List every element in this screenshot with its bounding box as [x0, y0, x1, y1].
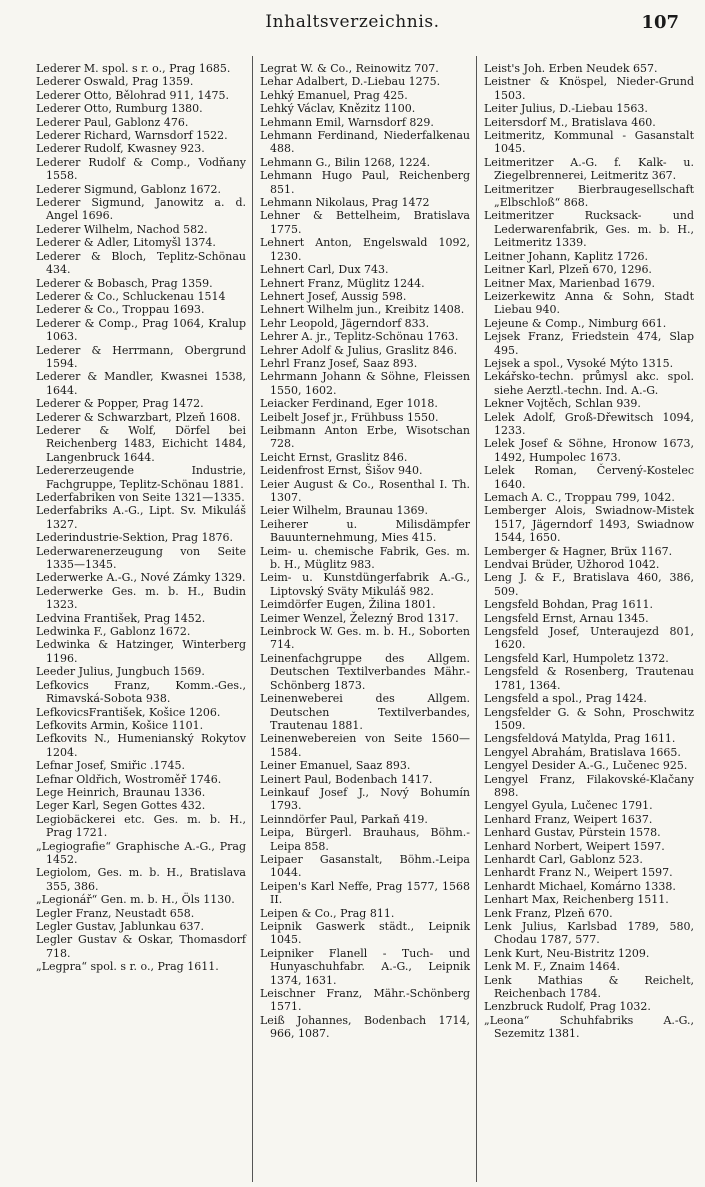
- index-entry: Lederer & Co., Troppau 1693.: [36, 303, 205, 317]
- index-entry: Lengsfeld Josef, Unteraujezd 801, 1620.: [484, 625, 694, 652]
- index-entry: Lelek Roman, Červený-Kostelec 1640.: [484, 464, 694, 491]
- index-entry: Lehrer Adolf & Julius, Graslitz 846.: [260, 343, 458, 357]
- index-entry: Lengyel Franz, Filakovské-Klačany 898.: [484, 772, 694, 799]
- index-entry: Ledererzeugende Industrie, Fachgruppe, Teplitz-Schönau 1881.: [36, 464, 246, 491]
- index-entry: Lefkovits N., Humenianský Rokytov 1204.: [36, 732, 246, 759]
- index-entry: Lederindustrie-Sektion, Prag 1876.: [36, 531, 234, 545]
- index-entry: Lelek Josef & Söhne, Hronow 1673, 1492, Humpolec 1673.: [484, 437, 694, 464]
- index-entry: Leiacker Ferdinand, Eger 1018.: [260, 397, 438, 411]
- index-entry: Legler Gustav, Jablunkau 637.: [36, 920, 205, 933]
- index-entry: „Leona“ Schuhfabriks A.-G., Sezemitz 1381.: [484, 1013, 694, 1041]
- index-entry: Lenzbruck Rudolf, Prag 1032.: [484, 1000, 651, 1014]
- index-entry: Lederer Wilhelm, Nachod 582.: [36, 222, 208, 236]
- index-entry: Lederfabriks A.-G., Lipt. Sv. Mikuláš 1327.: [36, 504, 246, 531]
- index-entry: Lederer & Popper, Prag 1472.: [36, 397, 204, 411]
- index-entry: Lederer Otto, Bělohrad 911, 1475.: [36, 88, 230, 102]
- index-entry: Lehrer A. jr., Teplitz-Schönau 1763.: [260, 330, 459, 344]
- index-entry: Lederer & Comp., Prag 1064, Kralup 1063.: [36, 316, 246, 344]
- index-entry: Lehnert Anton, Engelswald 1092, 1230.: [260, 236, 470, 263]
- index-entry: Lengsfeldová Matylda, Prag 1611.: [484, 732, 676, 746]
- index-entry: Ledwinka F., Gablonz 1672.: [36, 625, 191, 639]
- index-entry: Lenhardt Franz N., Weipert 1597.: [484, 866, 673, 880]
- index-column-1: [36, 62, 246, 1182]
- index-entry: Leitner Johann, Kaplitz 1726.: [484, 249, 648, 263]
- index-entry: Lege Heinrich, Braunau 1336.: [36, 785, 206, 799]
- index-entry: Leinenweberei des Allgem. Deutschen Textilverbandes, Trautenau 1881.: [260, 692, 470, 732]
- index-entry: Lengyel Gyula, Lučenec 1791.: [484, 799, 653, 813]
- page-number: 107: [641, 12, 679, 33]
- index-entry: Leimdörfer Eugen, Žilina 1801.: [260, 598, 436, 612]
- index-entry: Leger Karl, Segen Gottes 432.: [36, 799, 206, 813]
- index-entry: Lenk Mathias & Reichelt, Reichenbach 1784.: [484, 973, 694, 1001]
- index-entry: Legiobäckerei etc. Ges. m. b. H., Prag 1721.: [36, 812, 246, 840]
- index-entry: Lehr Leopold, Jägerndorf 833.: [260, 316, 430, 330]
- index-entry: Ledwinka & Hatzinger, Winterberg 1196.: [36, 638, 246, 665]
- index-entry: Legrat W. & Co., Reinowitz 707.: [260, 62, 439, 75]
- index-entry: Leiner Emanuel, Saaz 893.: [260, 759, 411, 773]
- index-entry: Lederwarenerzeugung von Seite 1335—1345.: [36, 544, 246, 572]
- index-entry: Lederer & Wolf, Dörfel bei Reichenberg 1483, Eichicht 1484, Langenbruck 1644.: [36, 423, 246, 464]
- index-entry: Lendvai Brüder, Užhorod 1042.: [484, 558, 660, 572]
- index-entry: Lederer & Schwarzbart, Plzeň 1608.: [36, 410, 241, 424]
- page-title: Inhaltsverzeichnis.: [265, 12, 440, 32]
- index-entry: Lederer & Adler, Litomyšl 1374.: [36, 236, 216, 250]
- index-entry: Lengyel Abrahám, Bratislava 1665.: [484, 745, 681, 759]
- index-entry: Lederer Oswald, Prag 1359.: [36, 75, 194, 89]
- index-entry: Lejeune & Comp., Nimburg 661.: [484, 316, 667, 330]
- index-entry: Lehrl Franz Josef, Saaz 893.: [260, 356, 418, 370]
- index-entry: Leinbrock W. Ges. m. b. H., Soborten 714.: [260, 625, 470, 652]
- index-entry: Legler Franz, Neustadt 658.: [36, 906, 195, 920]
- index-entry: Lehmann Emil, Warnsdorf 829.: [260, 115, 434, 129]
- index-entry: Leiherer u. Milisdämpfer Bauunternehmung, Mies 415.: [260, 517, 470, 545]
- index-entry: Lederer & Bloch, Teplitz-Schönau 434.: [36, 249, 246, 277]
- index-entry: Leicht Ernst, Graslitz 846.: [260, 450, 408, 464]
- index-entry: Lenk M. F., Znaim 1464.: [484, 960, 620, 974]
- index-entry: Lejsek a spol., Vysoké Mýto 1315.: [484, 356, 674, 370]
- index-entry: Lederer & Herrmann, Obergrund 1594.: [36, 343, 246, 370]
- index-entry: Lekářsko-techn. průmysl akc. spol. siehe Aerztl.-techn. Ind. A.-G.: [484, 370, 694, 397]
- index-entry: Lefnar Oldřich, Wostroměř 1746.: [36, 772, 222, 786]
- index-entry: Lehrmann Johann & Söhne, Fleissen 1550, 1602.: [260, 370, 470, 397]
- index-entry: Lehnert Franz, Müglitz 1244.: [260, 276, 425, 290]
- index-entry: Leinenwebereien von Seite 1560—1584.: [260, 732, 470, 759]
- index-entry: Lehar Adalbert, D.-Liebau 1275.: [260, 75, 441, 89]
- index-entry: Lehký Emanuel, Prag 425.: [260, 88, 408, 102]
- index-entry: Lederer M. spol. s r. o., Prag 1685.: [36, 62, 231, 75]
- index-entry: Lehmann G., Bilin 1268, 1224.: [260, 155, 431, 169]
- index-entry: Leischner Franz, Mähr.-Schönberg 1571.: [260, 987, 470, 1014]
- index-entry: „Legionář“ Gen. m. b. H., Öls 1130.: [36, 893, 235, 907]
- index-entry: Leitner Karl, Plzeň 670, 1296.: [484, 263, 652, 277]
- index-entry: Lenhard Norbert, Weipert 1597.: [484, 839, 665, 853]
- index-entry: Lehner & Bettelheim, Bratislava 1775.: [260, 209, 470, 236]
- index-entry: „Legpra“ spol. s r. o., Prag 1611.: [36, 960, 219, 974]
- index-entry: Lengsfelder G. & Sohn, Proschwitz 1509.: [484, 705, 694, 732]
- index-entry: Lederer & Mandler, Kwasnei 1538, 1644.: [36, 370, 246, 397]
- index-entry: Lenhardt Carl, Gablonz 523.: [484, 852, 643, 866]
- index-column-2: [260, 62, 470, 1182]
- index-entry: Lenhart Max, Reichenberg 1511.: [484, 893, 669, 907]
- index-entry: Lengsfeld a spol., Prag 1424.: [484, 692, 647, 706]
- index-entry: Lengsfeld Ernst, Arnau 1345.: [484, 611, 649, 625]
- index-entry: Lengsfeld & Rosenberg, Trautenau 1781, 1364.: [484, 665, 694, 692]
- index-entry: Leier Wilhelm, Braunau 1369.: [260, 504, 428, 518]
- index-entry: Lengsfeld Karl, Humpoletz 1372.: [484, 651, 669, 665]
- index-entry: Lehmann Hugo Paul, Reichenberg 851.: [260, 169, 470, 196]
- index-entry: Leiß Johannes, Bodenbach 1714, 966, 1087.: [260, 1013, 470, 1041]
- index-entry: LefkovicsFrantišek, Košice 1206.: [36, 705, 221, 719]
- index-entry: Lederfabriken von Seite 1321—1335.: [36, 491, 245, 504]
- index-entry: Leibelt Josef jr., Frühbuss 1550.: [260, 410, 439, 424]
- index-entry: Leipen & Co., Prag 811.: [260, 906, 395, 920]
- index-entry: Leitersdorf M., Bratislava 460.: [484, 115, 656, 129]
- index-entry: Lederer & Co., Schluckenau 1514: [36, 289, 226, 303]
- index-entry: Leimer Wenzel, Železný Brod 1317.: [260, 611, 459, 625]
- index-entry: Lengsfeld Bohdan, Prag 1611.: [484, 598, 653, 612]
- index-entry: Lenhardt Michael, Komárno 1338.: [484, 879, 676, 893]
- index-entry: Lenhard Gustav, Pürstein 1578.: [484, 826, 661, 840]
- index-entry: Leinkauf Josef J., Nový Bohumín 1793.: [260, 785, 470, 813]
- index-entry: Lefnar Josef, Smiřic .1745.: [36, 759, 186, 773]
- index-entry: Leim- u. Kunstdüngerfabrik A.-G., Liptovský Sväty Mikuláš 982.: [260, 571, 470, 598]
- index-entry: Leinndörfer Paul, Parkaň 419.: [260, 812, 428, 826]
- index-entry: Lenk Julius, Karlsbad 1789, 580, Chodau 1787, 577.: [484, 920, 694, 947]
- index-entry: Leitmeritzer Bierbraugesellschaft „Elbschloß“ 868.: [484, 182, 694, 210]
- index-entry: Lemberger & Hagner, Brüx 1167.: [484, 544, 673, 558]
- index-entry: Lederer Sigmund, Janowitz a. d. Angel 1696.: [36, 196, 246, 223]
- index-entry: Leipaer Gasanstalt, Böhm.-Leipa 1044.: [260, 852, 470, 880]
- index-entry: Leitmeritzer Rucksack- und Lederwarenfabrik, Ges. m. b. H., Leitmeritz 1339.: [484, 209, 694, 250]
- index-entry: Lehmann Ferdinand, Niederfalkenau 488.: [260, 129, 470, 156]
- index-entry: Lehnert Josef, Aussig 598.: [260, 289, 407, 303]
- index-entry: Lederwerke Ges. m. b. H., Budin 1323.: [36, 584, 246, 612]
- index-entry: Leistner & Knöspel, Nieder-Grund 1503.: [484, 75, 694, 102]
- index-entry: Leist's Joh. Erben Neudek 657.: [484, 62, 658, 75]
- index-entry: Lenk Franz, Plzeň 670.: [484, 906, 613, 920]
- index-entry: Leinert Paul, Bodenbach 1417.: [260, 772, 433, 786]
- index-columns: [36, 62, 696, 1182]
- index-entry: Leier August & Co., Rosenthal I. Th. 1307.: [260, 477, 470, 504]
- index-entry: Lelek Adolf, Groß-Dřewitsch 1094, 1233.: [484, 410, 694, 437]
- index-entry: Lenhard Franz, Weipert 1637.: [484, 812, 653, 826]
- index-entry: Lejsek Franz, Friedstein 474, Slap 495.: [484, 330, 694, 357]
- index-entry: Lehnert Wilhelm jun., Kreibitz 1408.: [260, 303, 465, 317]
- index-entry: Legiolom, Ges. m. b. H., Bratislava 355, 386.: [36, 866, 246, 893]
- index-entry: Lemberger Alois, Swiadnow-Mistek 1517, Jägerndorf 1493, Swiadnow 1544, 1650.: [484, 504, 694, 545]
- index-entry: Leizerkewitz Anna & Sohn, Stadt Liebau 940.: [484, 289, 694, 317]
- index-entry: Leipa, Bürgerl. Brauhaus, Böhm.-Leipa 858.: [260, 826, 470, 853]
- index-entry: Lehnert Carl, Dux 743.: [260, 263, 389, 277]
- index-entry: Ledvina František, Prag 1452.: [36, 611, 206, 625]
- index-entry: Lekner Vojtěch, Schlan 939.: [484, 397, 641, 411]
- index-entry: Lehmann Nikolaus, Prag 1472: [260, 196, 430, 210]
- index-entry: Leibmann Anton Erbe, Wisotschan 728.: [260, 423, 470, 451]
- index-entry: Leitmeritz, Kommunal - Gasanstalt 1045.: [484, 129, 694, 156]
- index-entry: Lefkovics Franz, Komm.-Ges., Rimavská-Sobota 938.: [36, 678, 246, 706]
- index-entry: Lengyel Desider A.-G., Lučenec 925.: [484, 759, 688, 773]
- index-entry: Leidenfrost Ernst, Šišov 940.: [260, 464, 423, 478]
- index-entry: Lehký Václav, Knězitz 1100.: [260, 102, 416, 116]
- index-entry: Lederer & Bobasch, Prag 1359.: [36, 276, 213, 290]
- index-entry: „Legiografie“ Graphische A.-G., Prag 1452.: [36, 839, 246, 866]
- index-entry: Lefkovits Armin, Košice 1101.: [36, 718, 204, 732]
- index-entry: Lenk Kurt, Neu-Bistritz 1209.: [484, 946, 650, 960]
- index-entry: Leim- u. chemische Fabrik, Ges. m. b. H., Müglitz 983.: [260, 544, 470, 572]
- index-entry: Leng J. & F., Bratislava 460, 386, 509.: [484, 571, 694, 598]
- index-entry: Leinenfachgruppe des Allgem. Deutschen Textilverbandes Mähr.-Schönberg 1873.: [260, 651, 470, 692]
- index-entry: Lederer Paul, Gablonz 476.: [36, 115, 189, 129]
- index-entry: Lederer Rudolf & Comp., Vodňany 1558.: [36, 155, 246, 183]
- index-entry: Lederer Rudolf, Kwasney 923.: [36, 142, 205, 156]
- index-entry: Lemach A. C., Troppau 799, 1042.: [484, 491, 675, 504]
- index-entry: Leipnik Gaswerk städt., Leipnik 1045.: [260, 920, 470, 947]
- index-entry: Legler Gustav & Oskar, Thomasdorf 718.: [36, 933, 246, 960]
- index-entry: Leipen's Karl Neffe, Prag 1577, 1568 II.: [260, 879, 470, 907]
- index-entry: Leiter Julius, D.-Liebau 1563.: [484, 102, 648, 116]
- page-header: [0, 12, 705, 40]
- index-entry: Leeder Julius, Jungbuch 1569.: [36, 665, 205, 679]
- index-entry: Leitmeritzer A.-G. f. Kalk- u. Ziegelbrennerei, Leitmeritz 367.: [484, 155, 694, 183]
- index-entry: Leitner Max, Marienbad 1679.: [484, 276, 655, 290]
- index-entry: Leipniker Flanell - Tuch- und Hunyaschuhfabr. A.-G., Leipnik 1374, 1631.: [260, 946, 470, 987]
- index-entry: Lederer Sigmund, Gablonz 1672.: [36, 182, 222, 196]
- index-column-3: [484, 62, 694, 1182]
- index-entry: Lederer Otto, Rumburg 1380.: [36, 102, 203, 116]
- index-entry: Lederwerke A.-G., Nové Zámky 1329.: [36, 571, 246, 585]
- index-entry: Lederer Richard, Warnsdorf 1522.: [36, 129, 228, 143]
